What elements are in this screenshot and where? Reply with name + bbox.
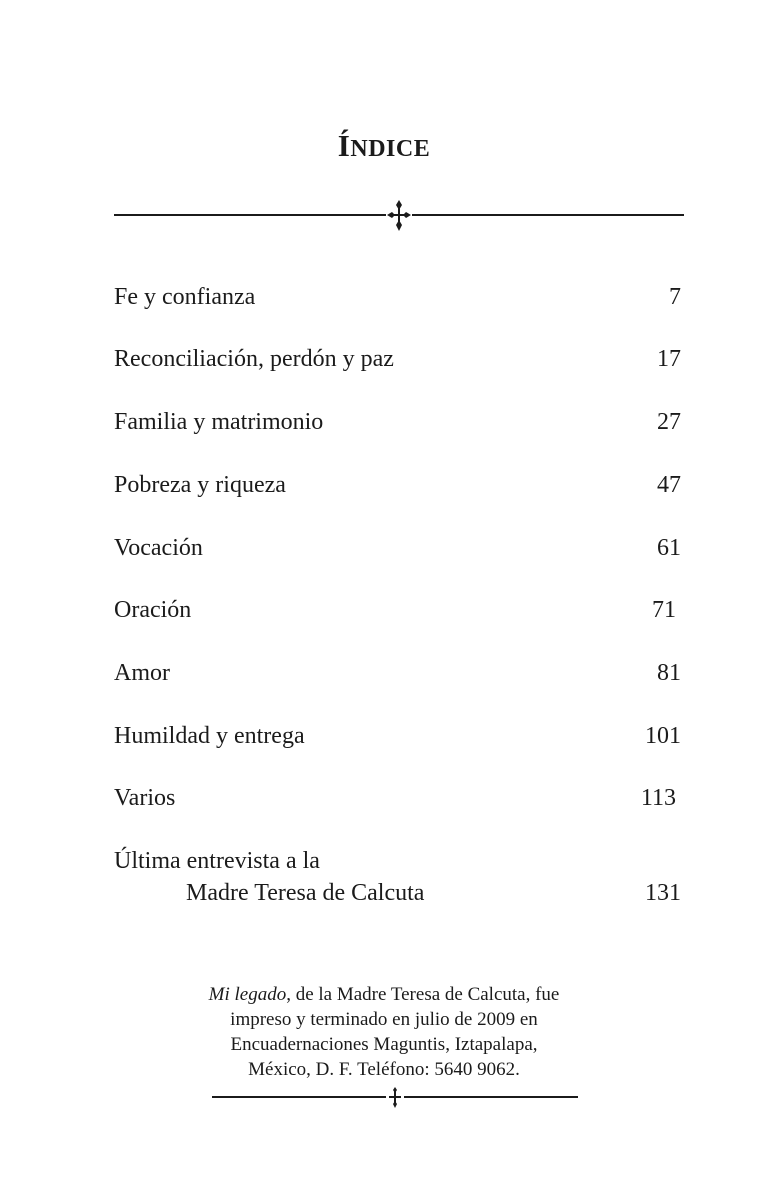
colophon xyxy=(0,982,768,1082)
ornamental-divider-top xyxy=(114,196,684,236)
colophon-line-1 xyxy=(0,982,768,1007)
toc-entry-title: Vocación xyxy=(114,535,203,561)
toc-entry-title: Amor xyxy=(114,660,170,686)
toc-entry-title-line2: Madre Teresa de Calcuta xyxy=(186,880,425,906)
toc-entry-title: Reconciliación, perdón y paz xyxy=(114,346,394,372)
toc-entry xyxy=(114,657,684,689)
toc-entry xyxy=(114,343,684,375)
toc-entry-page: 61 xyxy=(657,535,681,561)
title-rest: NDICE xyxy=(350,136,431,162)
colophon-book-title: Mi legado xyxy=(208,984,287,1005)
toc-entry-title: Varios xyxy=(114,785,176,811)
colophon-line-4: México, D. F. Teléfono: 5640 9062. xyxy=(248,1059,520,1080)
toc-entry xyxy=(114,281,684,313)
cross-ornament-icon xyxy=(387,200,411,231)
toc-entry-title: Oración xyxy=(114,597,192,623)
toc-entry-title: Pobreza y riqueza xyxy=(114,472,286,498)
toc-entry xyxy=(114,406,684,438)
toc-entry xyxy=(114,469,684,501)
title-initial: Í xyxy=(337,128,351,163)
ornamental-divider-bottom xyxy=(212,1082,578,1112)
cross-ornament-icon xyxy=(389,1087,401,1108)
toc-entry-title: Fe y confianza xyxy=(114,284,256,310)
toc-entry-page: 101 xyxy=(645,723,681,749)
toc-entry-page: 131 xyxy=(645,880,681,906)
toc-entry-title: Familia y matrimonio xyxy=(114,409,324,435)
toc-entry xyxy=(114,720,684,752)
colophon-line-2: impreso y terminado en julio de 2009 en xyxy=(230,1009,538,1030)
toc-entry-page: 71 xyxy=(652,597,676,623)
colophon-line-3: Encuadernaciones Maguntis, Iztapalapa, xyxy=(230,1034,538,1055)
toc-entry-page: 113 xyxy=(640,785,676,811)
colophon-line-1-rest: , de la Madre Teresa de Calcuta, fue xyxy=(286,984,560,1005)
toc-entry-title: Humildad y entrega xyxy=(114,723,305,749)
toc-entry xyxy=(114,532,684,564)
toc-entry xyxy=(114,845,684,909)
toc-entry-page: 47 xyxy=(657,472,681,498)
toc-entry xyxy=(114,782,684,814)
toc-entry-page: 81 xyxy=(657,660,681,686)
toc-entry xyxy=(114,594,684,626)
toc-entry-page: 17 xyxy=(657,346,681,372)
page-title xyxy=(0,128,768,164)
toc-entry-title-line1: Última entrevista a la xyxy=(114,848,320,874)
toc-entry-title xyxy=(114,845,684,909)
toc-entry-page: 7 xyxy=(669,284,681,310)
toc-entry-page: 27 xyxy=(657,409,681,435)
